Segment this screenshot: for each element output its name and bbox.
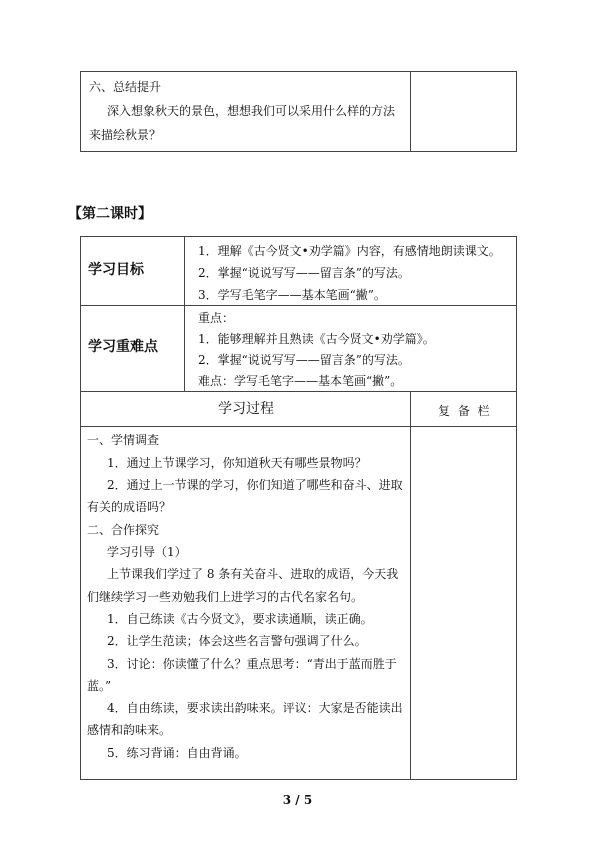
summary-line-2: 来描绘秋景？ xyxy=(89,128,162,142)
process-line-1: 一、学情调查 xyxy=(87,433,160,447)
main-table-right-border xyxy=(516,236,517,780)
process-line-12: 蓝。” xyxy=(87,679,112,693)
main-table-top-border xyxy=(80,236,516,237)
top-table-bottom-border xyxy=(80,151,516,152)
page-number: 3 / 5 xyxy=(282,793,313,807)
process-line-6: 学习引导（1） xyxy=(107,545,187,559)
process-line-10: 2．让学生范读；体会这些名言警句强调了什么。 xyxy=(107,634,367,648)
goal-item-1: 1．理解《古今贤文•劝学篇》内容，有感情地朗读课文。 xyxy=(198,244,501,258)
goals-label: 学习目标 xyxy=(88,262,144,278)
keypoint-item-4: 难点：学写毛笔字——基本笔画“撇”。 xyxy=(198,374,403,388)
process-line-8: 们继续学习一些劝勉我们上进学习的古代名家名句。 xyxy=(87,590,364,604)
keypoint-item-2: 1．能够理解并且熟读《古今贤文•劝学篇》。 xyxy=(198,332,435,346)
goal-item-3: 3．学写毛笔字——基本笔画“撇”。 xyxy=(198,288,386,302)
process-line-15: 5．练习背诵：自由背诵。 xyxy=(107,746,247,760)
process-line-7: 上节课我们学过了 8 条有关奋斗、进取的成语，今天我 xyxy=(107,567,399,581)
top-table-left-border xyxy=(80,71,81,152)
process-line-4: 有关的成语吗？ xyxy=(87,500,172,514)
summary-heading: 六、总结提升 xyxy=(89,80,162,94)
main-table-bottom-border xyxy=(80,779,516,780)
process-line-11: 3．讨论：你读懂了什么？重点思考：“青出于蓝而胜于 xyxy=(107,657,397,671)
process-header-bottom-border xyxy=(80,426,516,427)
top-table-divider xyxy=(410,71,411,152)
process-header: 学习过程 xyxy=(218,401,274,417)
top-table-top-border xyxy=(80,71,516,72)
process-line-9: 1．自己练读《古今贤文》，要求读通顺，读正确。 xyxy=(107,612,373,626)
process-line-5: 二、合作探究 xyxy=(87,523,160,537)
keypoint-item-3: 2．掌握“说说写写——留言条”的写法。 xyxy=(198,353,410,367)
keypoints-bottom-border xyxy=(80,391,516,392)
keypoints-label: 学习重难点 xyxy=(88,339,158,355)
summary-line-1: 深入想象秋天的景色，想想我们可以采用什么样的方法 xyxy=(107,104,396,118)
keypoint-item-1: 重点： xyxy=(198,311,235,325)
process-line-3: 2．通过上一节课的学习，你们知道了哪些和奋斗、进取 xyxy=(107,478,403,492)
process-line-14: 感情和韵味来。 xyxy=(87,723,172,737)
top-table-right-border xyxy=(516,71,517,152)
goals-bottom-border xyxy=(80,305,516,306)
goal-item-2: 2．掌握“说说写写——留言条”的写法。 xyxy=(198,266,410,280)
main-table-left-border xyxy=(80,236,81,780)
process-line-2: 1．通过上节课学习，你知道秋天有哪些景物吗？ xyxy=(107,456,367,470)
process-column-divider xyxy=(410,391,411,780)
side-notes-header: 复 备 栏 xyxy=(438,404,492,418)
section-title: 【第二课时】 xyxy=(68,206,152,222)
process-line-13: 4．自由练读，要求读出韵味来。评议：大家是否能读出 xyxy=(107,701,403,715)
label-column-divider xyxy=(184,236,185,391)
